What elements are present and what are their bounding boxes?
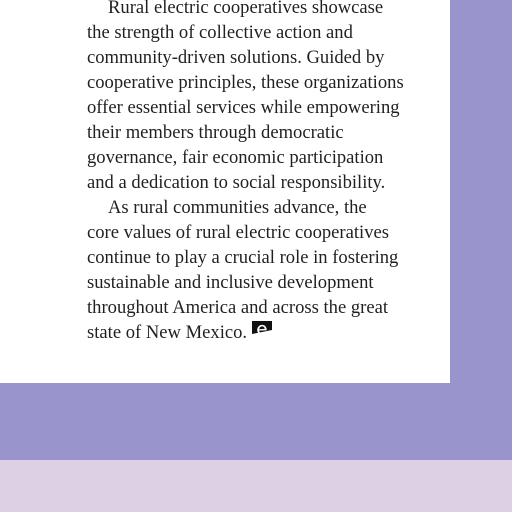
article-line: the strength of collective action and [87, 22, 353, 43]
article-line: governance, fair economic participation [87, 147, 384, 168]
purple-footer-band [0, 383, 512, 460]
right-border-strip [450, 0, 512, 383]
article-line: their members through democratic [87, 122, 344, 143]
article-paragraph-2 [87, 195, 432, 345]
e-logo-end-mark-icon [252, 321, 272, 340]
article-last-line [87, 320, 432, 345]
article-line: sustainable and inclusive development [87, 272, 374, 293]
article-line: and a dedication to social responsibility. [87, 172, 386, 193]
article-paragraph-1 [87, 0, 432, 195]
article-line: offer essential services while empowering [87, 97, 400, 118]
lavender-footer-band [0, 460, 512, 512]
article-line: As rural communities advance, the [108, 197, 367, 218]
article-line: cooperative principles, these organizations [87, 72, 404, 93]
article-line: core values of rural electric cooperatives [87, 222, 389, 243]
article-line-text: state of New Mexico. [87, 322, 248, 343]
article-line: community-driven solutions. Guided by [87, 47, 385, 68]
article-line: Rural electric cooperatives showcase [108, 0, 384, 18]
article-line: continue to play a crucial role in fostering [87, 247, 399, 268]
article-line: throughout America and across the great [87, 297, 389, 318]
article-body [87, 0, 432, 345]
